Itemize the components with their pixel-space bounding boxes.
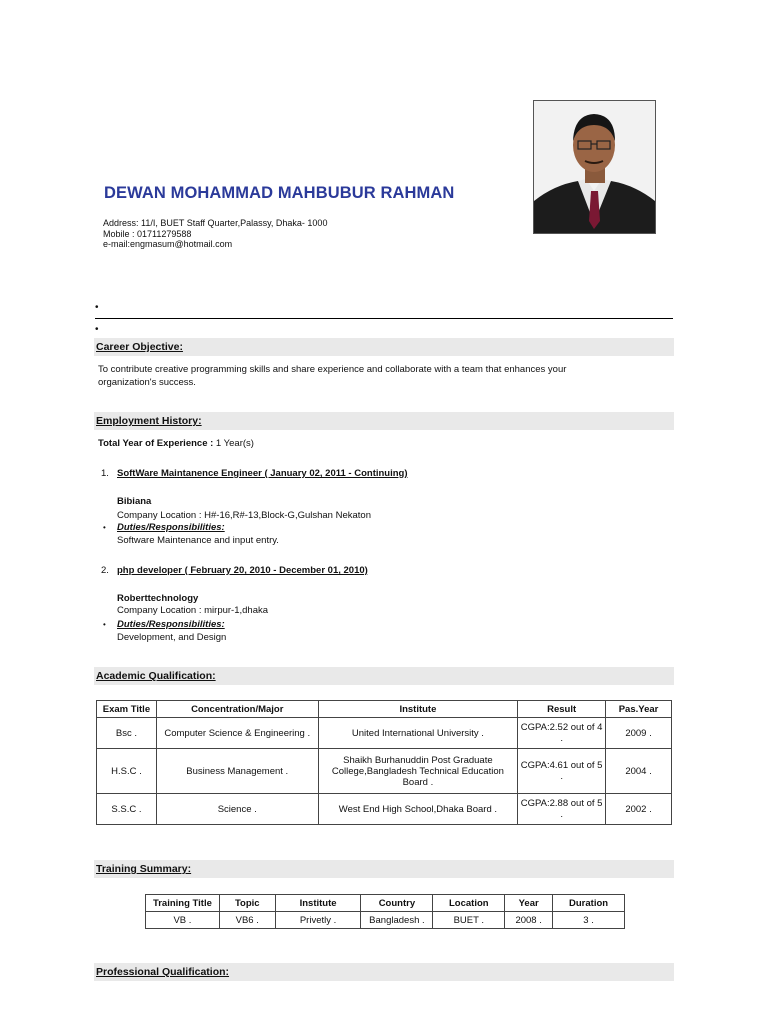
table-cell: Bsc . [97, 718, 157, 749]
table-cell: Science . [156, 794, 318, 825]
section-title: Professional Qualification: [96, 966, 230, 978]
divider-line [95, 318, 673, 319]
section-title: Employment History: [96, 415, 202, 427]
total-experience-value: 1 Year(s) [213, 438, 254, 449]
column-header: Pas.Year [606, 701, 672, 718]
table-row [146, 912, 625, 929]
table-header-row [146, 895, 625, 912]
mobile-text: Mobile : 01711279588 [103, 229, 192, 239]
email-text: e-mail:engmasum@hotmail.com [103, 239, 233, 249]
table-cell: Business Management . [156, 749, 318, 794]
training-summary-header [94, 860, 674, 878]
table-cell: S.S.C . [97, 794, 157, 825]
column-header: Concentration/Major [156, 701, 318, 718]
career-objective-header [94, 338, 674, 356]
column-header: Exam Title [97, 701, 157, 718]
bullet-dot: • [95, 324, 99, 335]
column-header: Institute [275, 895, 361, 912]
column-header: Training Title [146, 895, 220, 912]
column-header: Result [518, 701, 606, 718]
section-title: Academic Qualification: [96, 670, 216, 682]
duties-label: Duties/Responsibilities: [117, 522, 225, 533]
table-cell: CGPA:2.88 out of 5 . [518, 794, 606, 825]
table-cell: Shaikh Burhanuddin Post Graduate College,Bangladesh Technical Education Board . [318, 749, 518, 794]
candidate-name: DEWAN MOHAMMAD MAHBUBUR RAHMAN [104, 184, 455, 202]
profile-photo [533, 100, 656, 234]
training-table [145, 894, 625, 929]
company-location: Company Location : mirpur-1,dhaka [117, 605, 269, 616]
job-number: 2. [101, 565, 109, 576]
table-cell: Privetly . [275, 912, 361, 929]
total-experience [98, 437, 254, 450]
portrait-image [534, 101, 655, 233]
table-cell: CGPA:4.61 out of 5 . [518, 749, 606, 794]
employment-history-header [94, 412, 674, 430]
duties-label: Duties/Responsibilities: [117, 619, 225, 630]
career-objective-text [98, 363, 668, 389]
objective-line: organization's success. [98, 377, 196, 388]
table-cell: VB6 . [219, 912, 275, 929]
table-cell: Bangladesh . [361, 912, 433, 929]
table-cell: 2009 . [606, 718, 672, 749]
table-row [97, 749, 672, 794]
table-cell: West End High School,Dhaka Board . [318, 794, 518, 825]
duties-text: Development, and Design [117, 632, 227, 643]
bullet-dot: • [103, 523, 106, 532]
table-header-row [97, 701, 672, 718]
column-header: Country [361, 895, 433, 912]
bullet-dot: • [95, 302, 99, 313]
duties-text: Software Maintenance and input entry. [117, 535, 279, 546]
column-header: Location [433, 895, 505, 912]
table-cell: BUET . [433, 912, 505, 929]
column-header: Topic [219, 895, 275, 912]
academic-table [96, 700, 672, 825]
job-number: 1. [101, 468, 109, 479]
table-cell: 2002 . [606, 794, 672, 825]
table-cell: Computer Science & Engineering . [156, 718, 318, 749]
address-text: Address: 11/I, BUET Staff Quarter,Palassy, Dhaka- 1000 [103, 218, 328, 228]
objective-line: To contribute creative programming skills and share experience and collaborate with a team that enhances your [98, 364, 567, 375]
total-experience-label: Total Year of Experience : [98, 438, 214, 449]
table-cell: 2004 . [606, 749, 672, 794]
professional-qualification-header [94, 963, 674, 981]
column-header: Institute [318, 701, 518, 718]
column-header: Duration [553, 895, 625, 912]
academic-qualification-header [94, 667, 674, 685]
bullet-dot: • [103, 620, 106, 629]
section-title: Training Summary: [96, 863, 192, 875]
table-cell: United International University . [318, 718, 518, 749]
section-title: Career Objective: [96, 341, 183, 353]
table-cell: CGPA:2.52 out of 4 . [518, 718, 606, 749]
table-cell: H.S.C . [97, 749, 157, 794]
company-name: Bibiana [117, 496, 152, 507]
table-cell: 3 . [553, 912, 625, 929]
table-cell: VB . [146, 912, 220, 929]
job-title: SoftWare Maintanence Engineer ( January 02, 2011 - Continuing) [117, 468, 408, 479]
column-header: Year [505, 895, 553, 912]
table-row [97, 794, 672, 825]
table-row [97, 718, 672, 749]
company-name: Roberttechnology [117, 593, 199, 604]
table-cell: 2008 . [505, 912, 553, 929]
company-location: Company Location : H#-16,R#-13,Block-G,Gulshan Nekaton [117, 510, 371, 521]
job-title: php developer ( February 20, 2010 - December 01, 2010) [117, 565, 368, 576]
